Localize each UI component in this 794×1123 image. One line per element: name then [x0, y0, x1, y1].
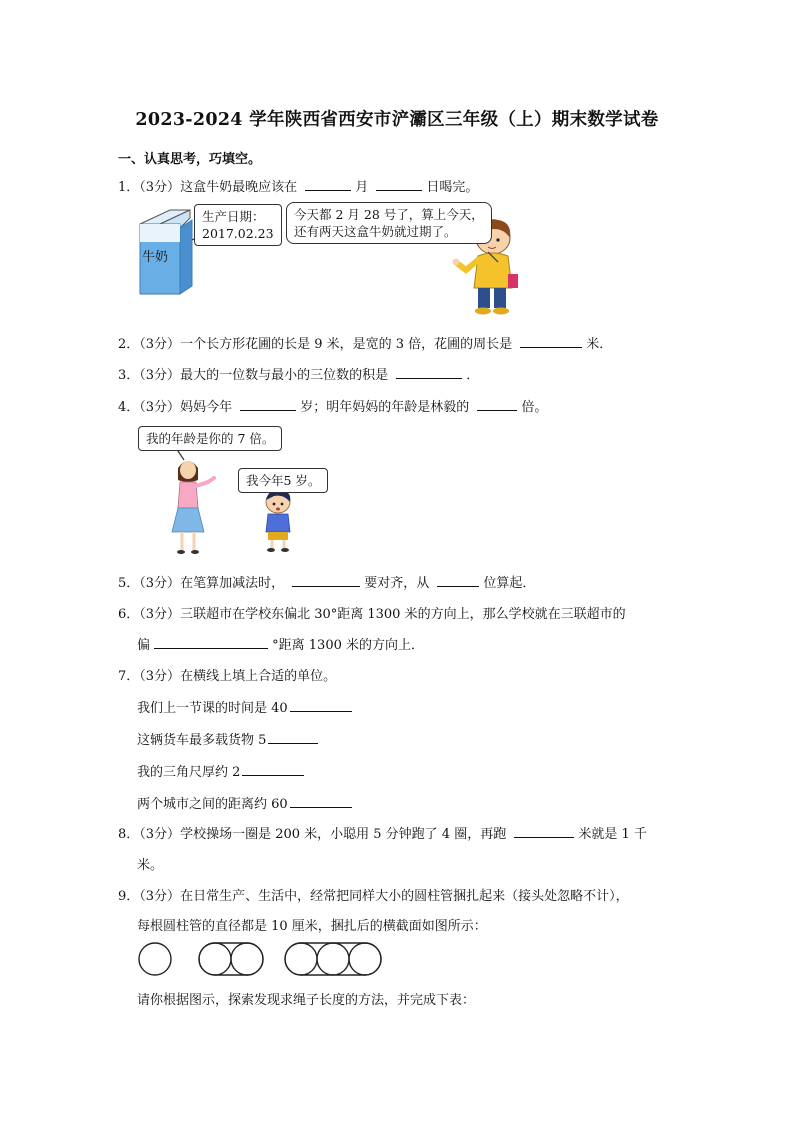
- question-text: °距离 1300 米的方向上．: [272, 638, 425, 653]
- boy-speech-bubble: [286, 202, 492, 244]
- unit-item-text: 我们上一节课的时间是 40: [137, 701, 288, 716]
- question-number: 2．: [118, 337, 140, 352]
- answer-blank[interactable]: [240, 397, 296, 411]
- unit-item: [137, 697, 356, 716]
- question-number: 9．: [118, 889, 140, 904]
- question-6-cont: [137, 634, 424, 653]
- child-speech-bubble: 我今年5 岁。: [238, 468, 328, 493]
- answer-blank-month[interactable]: [305, 177, 351, 191]
- unit-item-text: 两个城市之间的距离约 60: [137, 797, 288, 812]
- question-9-instruction: [137, 989, 475, 1008]
- question-points: （3分）: [139, 576, 181, 591]
- milk-label: 牛奶: [142, 250, 169, 265]
- question-points: （3分）: [139, 368, 181, 383]
- question-text: 在横线上填上合适的单位。: [180, 669, 337, 684]
- question-points: （3分）: [139, 400, 181, 415]
- question-text: 请你根据图示，探索发现求绳子长度的方法，并完成下表：: [137, 993, 476, 1008]
- question-text: 日喝完。: [426, 180, 479, 195]
- mother-icon: [172, 448, 214, 554]
- question-text: 在日常生产、生活中，经常把同样大小的圆柱管捆扎起来（接头处忽略不计），: [180, 889, 629, 904]
- question-text: 这盒牛奶最晚应该在: [180, 180, 298, 195]
- answer-blank-day[interactable]: [376, 177, 422, 191]
- question-number: 3．: [118, 368, 140, 383]
- date-value: 2017.02.23: [202, 226, 274, 241]
- answer-blank[interactable]: [154, 635, 268, 649]
- question-points: （3分）: [139, 337, 181, 352]
- question-8: [118, 823, 647, 842]
- question-number: 1．: [118, 180, 140, 195]
- question-number: 7．: [118, 669, 140, 684]
- unit-item: [137, 729, 322, 748]
- answer-blank[interactable]: [290, 698, 352, 712]
- question-7: [118, 665, 336, 684]
- question-points: （3分）: [139, 669, 181, 684]
- question-number: 5．: [118, 576, 140, 591]
- question-3: [118, 364, 479, 383]
- question-1: [118, 176, 478, 195]
- question-points: （3分）: [139, 607, 181, 622]
- answer-blank[interactable]: [477, 397, 517, 411]
- mother-child-illustration: [136, 424, 336, 558]
- question-8-cont: [137, 854, 163, 873]
- question-text: 位算起．: [483, 576, 536, 591]
- question-number: 6．: [118, 607, 140, 622]
- answer-blank[interactable]: [290, 794, 352, 808]
- unit-item: [137, 793, 356, 812]
- question-9-cont: [137, 915, 487, 934]
- question-6: [118, 603, 626, 622]
- milk-illustration: [136, 200, 530, 322]
- question-text: 妈妈今年: [180, 400, 233, 415]
- speech-line: 今天都 2 月 28 号了，算上今天，: [294, 207, 484, 222]
- question-points: （3分）: [139, 827, 181, 842]
- production-date-box: [194, 204, 282, 246]
- answer-blank[interactable]: [520, 334, 582, 348]
- question-number: 8．: [118, 827, 140, 842]
- question-text: 一个长方形花圃的长是 9 米，是宽的 3 倍，花圃的周长是: [180, 337, 513, 352]
- question-text: ．: [466, 368, 480, 383]
- speech-line: 还有两天这盒牛奶就过期了。: [294, 224, 457, 239]
- question-points: （3分）: [139, 180, 181, 195]
- question-text: 岁；明年妈妈的年龄是林毅的: [300, 400, 470, 415]
- mother-speech-bubble: 我的年龄是你的 7 倍。: [138, 426, 282, 451]
- section-heading: 一、认真思考，巧填空。: [118, 152, 262, 167]
- question-text: 偏: [137, 638, 151, 653]
- question-text: 月: [355, 180, 369, 195]
- question-text: 米就是 1 千: [578, 827, 647, 842]
- answer-blank[interactable]: [396, 365, 462, 379]
- date-label: 生产日期：: [202, 209, 265, 224]
- question-number: 4．: [118, 400, 140, 415]
- question-text: 倍。: [521, 400, 548, 415]
- question-5: [118, 572, 535, 591]
- question-text: 三联超市在学校东偏北 30°距离 1300 米的方向上，那么学校就在三联超市的: [180, 607, 626, 622]
- question-2: [118, 333, 612, 352]
- unit-item-text: 我的三角尺厚约 2: [137, 765, 241, 780]
- answer-blank[interactable]: [292, 573, 360, 587]
- answer-blank[interactable]: [514, 824, 574, 838]
- page-title: 2023-2024 学年陕西省西安市浐灞区三年级（上）期末数学试卷: [135, 110, 659, 130]
- question-4: [118, 396, 547, 415]
- question-text: 米．: [586, 337, 613, 352]
- question-text: 最大的一位数与最小的三位数的积是: [180, 368, 389, 383]
- question-9: [118, 885, 629, 904]
- question-text: 在笔算加减法时，: [180, 576, 285, 591]
- answer-blank[interactable]: [437, 573, 479, 587]
- question-text: 每根圆柱管的直径都是 10 厘米，捆扎后的横截面如图所示：: [137, 919, 487, 934]
- answer-blank[interactable]: [242, 762, 304, 776]
- pipe-cross-section-figure: [136, 940, 396, 980]
- question-text: 要对齐，从: [364, 576, 430, 591]
- question-text: 米。: [137, 858, 164, 873]
- unit-item: [137, 761, 308, 780]
- unit-item-text: 这辆货车最多载货物 5: [137, 733, 267, 748]
- question-points: （3分）: [139, 889, 181, 904]
- question-text: 学校操场一圈是 200 米，小聪用 5 分钟跑了 4 圈，再跑: [180, 827, 507, 842]
- answer-blank[interactable]: [268, 730, 318, 744]
